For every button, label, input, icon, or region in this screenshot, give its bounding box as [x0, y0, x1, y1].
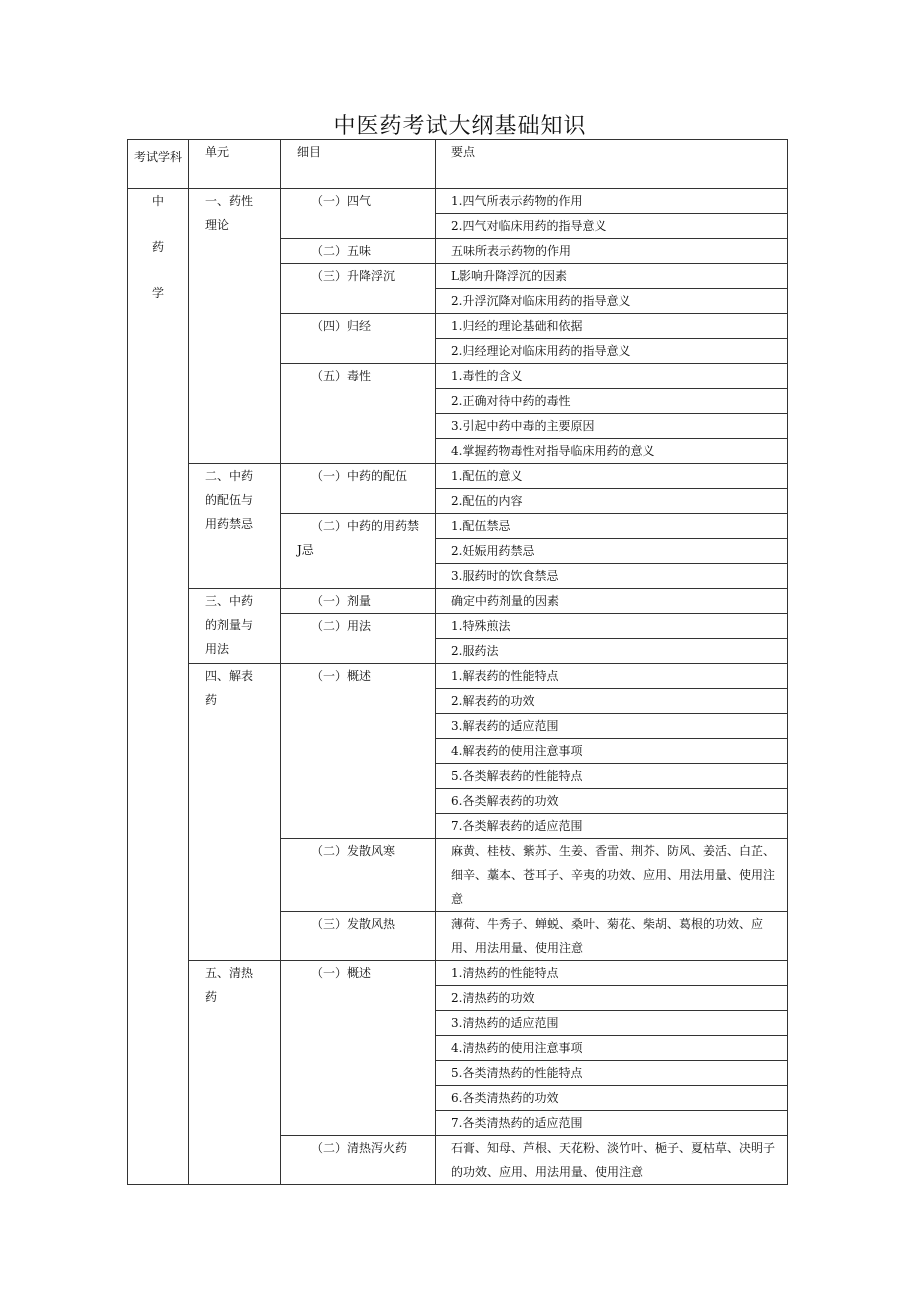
unit-name-line: 四、解表 [205, 669, 254, 683]
unit-name-line: 五、清热 [205, 966, 254, 980]
point-text: 确定中药剂量的因素 [451, 594, 560, 608]
item-name-line: （一）四气 [311, 194, 372, 208]
unit-cell [189, 589, 281, 664]
point-text: 4.清热药的使用注意事项 [451, 1041, 583, 1055]
point-cell [436, 664, 788, 689]
point-text: 1.解表药的性能特点 [451, 669, 559, 683]
point-cell [436, 814, 788, 839]
item-cell [281, 264, 436, 314]
unit-name-line: 的配伍与 [205, 493, 254, 507]
point-text: 1.毒性的含义 [451, 369, 523, 383]
point-cell [436, 1136, 788, 1185]
item-name-line: （二）中药的用药禁 [311, 519, 420, 533]
point-cell [436, 189, 788, 214]
item-cell [281, 364, 436, 464]
point-text: 7.各类解表药的适应范围 [451, 819, 583, 833]
item-cell [281, 589, 436, 614]
point-text: 麻黄、桂枝、紫苏、生姜、香雷、荆芥、防风、姜活、白芷、细辛、藁本、苍耳子、辛夷的功效、应用、用法用量、使用注意 [451, 844, 776, 906]
point-cell [436, 414, 788, 439]
point-text: 2.升浮沉降对临床用药的指导意义 [451, 294, 631, 308]
point-text: 2.归经理论对临床用药的指导意义 [451, 344, 631, 358]
point-text: 4.掌握药物毒性对指导临床用药的意义 [451, 444, 655, 458]
item-name-line: （三）升降浮沉 [311, 269, 396, 283]
point-cell [436, 589, 788, 614]
subject-char: 中 [151, 194, 164, 208]
item-name-line: （一）中药的配伍 [311, 469, 408, 483]
item-cell [281, 314, 436, 364]
point-text: 4.解表药的使用注意事项 [451, 744, 583, 758]
point-cell [436, 714, 788, 739]
point-text: 1.清热药的性能特点 [451, 966, 559, 980]
header-subject: 考试学科 [128, 140, 189, 189]
point-cell [436, 489, 788, 514]
item-cell [281, 839, 436, 912]
unit-name-line: 药 [205, 990, 218, 1004]
item-cell [281, 664, 436, 839]
point-text: 2.配伍的内容 [451, 494, 523, 508]
point-text: 2.妊娠用药禁忌 [451, 544, 535, 558]
subject-char: 药 [151, 240, 164, 254]
table-row [128, 464, 788, 489]
point-text: 6.各类解表药的功效 [451, 794, 559, 808]
unit-name-line: 药 [205, 693, 218, 707]
subject-char: 学 [151, 286, 164, 300]
point-cell [436, 239, 788, 264]
point-cell [436, 264, 788, 289]
point-text: 2.清热药的功效 [451, 991, 535, 1005]
point-cell [436, 539, 788, 564]
point-cell [436, 764, 788, 789]
point-cell [436, 1036, 788, 1061]
point-cell [436, 389, 788, 414]
point-text: 2.服药法 [451, 644, 499, 658]
point-cell [436, 789, 788, 814]
item-cell [281, 961, 436, 1136]
point-cell [436, 986, 788, 1011]
header-point: 要点 [436, 140, 788, 189]
item-cell [281, 464, 436, 514]
item-name-line: （二）清热泻火药 [311, 1141, 408, 1155]
point-text: 2.解表药的功效 [451, 694, 535, 708]
point-text: 1.配伍禁忌 [451, 519, 511, 533]
item-name-line: （二）五味 [311, 244, 372, 258]
subject-cell [128, 189, 189, 1185]
point-text: 1.特殊煎法 [451, 619, 511, 633]
point-text: 1.配伍的意义 [451, 469, 523, 483]
item-name-line: （二）用法 [311, 619, 372, 633]
point-cell [436, 289, 788, 314]
point-cell [436, 1086, 788, 1111]
point-cell [436, 314, 788, 339]
point-cell [436, 1111, 788, 1136]
point-cell [436, 614, 788, 639]
table-row [128, 961, 788, 986]
point-cell [436, 839, 788, 912]
point-text: 7.各类清热药的适应范围 [451, 1116, 583, 1130]
table-row [128, 664, 788, 689]
unit-cell [189, 464, 281, 589]
item-name-line: （一）概述 [311, 669, 372, 683]
point-text: 3.服药时的饮食禁忌 [451, 569, 559, 583]
point-cell [436, 339, 788, 364]
point-text: 2.正确对待中药的毒性 [451, 394, 571, 408]
header-unit: 单元 [189, 140, 281, 189]
point-text: 五味所表示药物的作用 [451, 244, 572, 258]
point-cell [436, 439, 788, 464]
point-cell [436, 514, 788, 539]
point-cell [436, 639, 788, 664]
unit-cell [189, 664, 281, 961]
point-text: 3.清热药的适应范围 [451, 1016, 559, 1030]
item-name-line: （一）剂量 [311, 594, 372, 608]
item-name-line: （四）归经 [311, 319, 372, 333]
unit-cell [189, 961, 281, 1185]
point-cell [436, 364, 788, 389]
point-text: L影响升降浮沉的因素 [451, 269, 567, 283]
table-row [128, 189, 788, 214]
page-title: 中医药考试大纲基础知识 [333, 114, 587, 139]
point-cell [436, 739, 788, 764]
point-text: 1.四气所表示药物的作用 [451, 194, 583, 208]
point-text: 6.各类清热药的功效 [451, 1091, 559, 1105]
point-text: 2.四气对临床用药的指导意义 [451, 219, 607, 233]
point-cell [436, 214, 788, 239]
item-cell [281, 1136, 436, 1185]
point-text: 3.引起中药中毒的主要原因 [451, 419, 595, 433]
point-text: 5.各类解表药的性能特点 [451, 769, 583, 783]
unit-name-line: 用药禁忌 [205, 517, 254, 531]
item-name-line: （二）发散风寒 [311, 844, 396, 858]
item-cell [281, 912, 436, 961]
point-text: 石膏、知母、芦根、天花粉、淡竹叶、梔子、夏枯草、决明子的功效、应用、用法用量、使用注意 [451, 1141, 776, 1179]
table-row [128, 589, 788, 614]
unit-name-line: 三、中药 [205, 594, 254, 608]
unit-name-line: 用法 [205, 642, 230, 656]
point-text: 薄荷、牛秀子、蝉蜕、桑叶、菊花、柴胡、葛根的功效、应用、用法用量、使用注意 [451, 917, 764, 955]
item-cell [281, 514, 436, 589]
unit-name-line: 一、药性 [205, 194, 254, 208]
item-name-line: （一）概述 [311, 966, 372, 980]
unit-cell [189, 189, 281, 464]
point-cell [436, 1011, 788, 1036]
point-text: 3.解表药的适应范围 [451, 719, 559, 733]
point-text: 1.归经的理论基础和依据 [451, 319, 583, 333]
item-cell [281, 614, 436, 664]
unit-name-line: 理论 [205, 218, 230, 232]
item-cell [281, 239, 436, 264]
unit-name-line: 的剂量与 [205, 618, 254, 632]
point-cell [436, 564, 788, 589]
point-cell [436, 689, 788, 714]
item-cell [281, 189, 436, 239]
item-name-line: （五）毒性 [311, 369, 372, 383]
header-row [128, 140, 788, 189]
syllabus-table [127, 139, 788, 1185]
item-name-line: （三）发散风热 [311, 917, 396, 931]
header-item: 细目 [281, 140, 436, 189]
point-cell [436, 1061, 788, 1086]
point-text: 5.各类清热药的性能特点 [451, 1066, 583, 1080]
point-cell [436, 961, 788, 986]
unit-name-line: 二、中药 [205, 469, 254, 483]
point-cell [436, 464, 788, 489]
point-cell [436, 912, 788, 961]
item-name-line: J忌 [297, 543, 314, 557]
